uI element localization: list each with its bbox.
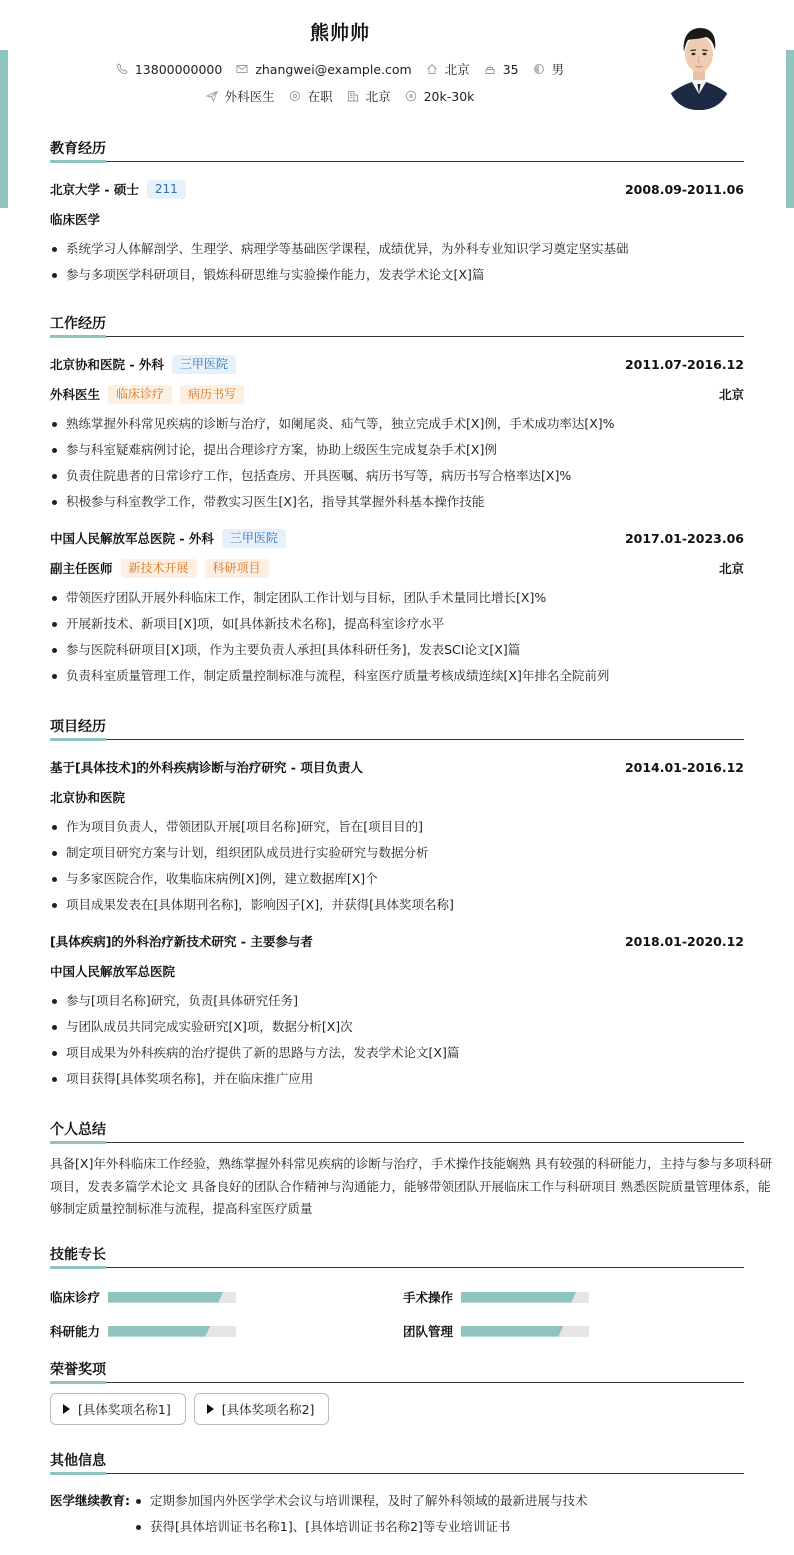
project-org: 中国人民解放军总医院 [50, 964, 176, 979]
major-name: 临床医学 [50, 212, 101, 227]
salary-text: 20k-30k [423, 88, 475, 104]
skill-tag: 病历书写 [180, 385, 244, 404]
education-bullets [50, 236, 744, 288]
education-major-row [50, 204, 744, 234]
gender-info [533, 60, 565, 78]
list-item: 参与科室疑难病例讨论，提出合理诊疗方案，协助上级医生完成复杂手术[X]例 [50, 437, 744, 463]
caret-right-icon [207, 1404, 214, 1414]
job-location: 北京 [718, 561, 744, 576]
email-icon [236, 63, 248, 75]
skill-tag: 科研项目 [205, 559, 269, 578]
education-entry-header [50, 174, 744, 204]
other-info-row [50, 1488, 744, 1540]
org-tag: 三甲医院 [222, 529, 286, 548]
project-bullets [50, 988, 744, 1092]
list-item: 负责住院患者的日常诊疗工作，包括查房、开具医嘱、病历书写等，病历书写合格率达[X]% [50, 463, 744, 489]
caret-right-icon [63, 1404, 70, 1414]
list-item: 参与[项目名称]研究，负责[具体研究任务] [50, 988, 744, 1014]
skill-item [403, 1288, 589, 1306]
job-text: 外科医生 [224, 89, 275, 104]
other-label: 医学继续教育: [50, 1493, 130, 1508]
section-title: 荣誉奖项 [50, 1362, 106, 1378]
job-info [206, 87, 275, 105]
section-accent [50, 160, 106, 163]
skill-bar [461, 1292, 589, 1303]
skill-tag: 临床诊疗 [108, 385, 172, 404]
section-title: 项目经历 [50, 719, 106, 735]
education-section [50, 132, 744, 288]
list-item: 参与医院科研项目[X]项，作为主要负责人承担[具体科研任务]，发表SCI论文[X]篇 [50, 637, 744, 663]
job-header [50, 349, 744, 379]
section-accent [50, 1381, 106, 1384]
age-text: 35 [502, 61, 519, 77]
email-text: zhangwei@example.com [255, 61, 412, 77]
list-item: 获得[具体培训证书名称1]、[具体培训证书名称2]等专业培训证书 [134, 1514, 588, 1540]
work-section [50, 307, 744, 689]
project-date: 2018.01-2020.12 [624, 933, 744, 949]
other-section [50, 1444, 744, 1540]
job-org: 北京协和医院 - 外科 [50, 357, 164, 372]
list-item: 带领医疗团队开展外科临床工作，制定团队工作计划与目标，团队手术量同比增长[X]% [50, 585, 744, 611]
section-header [50, 1238, 744, 1268]
summary-line: 够制定质量控制标准与流程，提高科室医疗质量 [50, 1201, 313, 1216]
school-name: 北京大学 - 硕士 [50, 182, 139, 197]
skill-name: 手术操作 [403, 1290, 454, 1305]
list-item: 制定项目研究方案与计划，组织团队成员进行实验研究与数据分析 [50, 840, 744, 866]
salary-icon [405, 90, 417, 102]
project-bullets [50, 814, 744, 918]
job-bullets [50, 585, 744, 689]
skills-section [50, 1238, 744, 1338]
skill-bar [108, 1292, 236, 1303]
project-header [50, 926, 744, 956]
job-entry [50, 523, 744, 689]
status-text: 在职 [307, 89, 333, 104]
gender-icon [533, 63, 545, 75]
section-accent [50, 738, 106, 741]
project-org-row [50, 782, 744, 812]
project-name: [具体疾病]的外科治疗新技术研究 - 主要参与者 [50, 934, 313, 949]
skill-bar [461, 1326, 589, 1337]
building-icon [347, 90, 359, 102]
section-header [50, 132, 744, 162]
projects-section [50, 710, 744, 1092]
skills-grid [50, 1268, 744, 1338]
skill-bar-fill [108, 1326, 210, 1337]
awards-list [50, 1383, 744, 1425]
summary-text [50, 1143, 773, 1221]
award-toggle[interactable] [194, 1393, 330, 1425]
section-accent [50, 1141, 106, 1144]
home-icon [426, 63, 438, 75]
job-org: 中国人民解放军总医院 - 外科 [50, 531, 214, 546]
list-item: 项目成果为外科疾病的治疗提供了新的思路与方法，发表学术论文[X]篇 [50, 1040, 744, 1066]
contact-row [0, 60, 680, 78]
skill-item [50, 1288, 236, 1306]
skill-bar-fill [461, 1326, 563, 1337]
list-item: 熟练掌握外科常见疾病的诊断与治疗，如阑尾炎、疝气等，独立完成手术[X]例，手术成功率达[X]% [50, 411, 744, 437]
gender-text: 男 [551, 62, 565, 77]
phone-text: 13800000000 [134, 61, 223, 77]
job-role-row [50, 553, 744, 583]
city-info [426, 60, 470, 78]
award-label: [具体奖项名称2] [221, 1402, 315, 1417]
section-title: 个人总结 [50, 1122, 106, 1138]
list-item: 参与多项医学科研项目，锻炼科研思维与实验操作能力，发表学术论文[X]篇 [50, 262, 744, 288]
school-tag: 211 [147, 180, 186, 199]
job-location: 北京 [718, 387, 744, 402]
project-date: 2014.01-2016.12 [624, 759, 744, 775]
project-entry [50, 926, 744, 1092]
age-icon [484, 63, 496, 75]
project-org-row [50, 956, 744, 986]
section-header [50, 307, 744, 337]
project-name: 基于[具体技术]的外科疾病诊断与治疗研究 - 项目负责人 [50, 760, 363, 775]
target-city-text: 北京 [365, 89, 391, 104]
job-row [0, 87, 680, 105]
status-info [289, 87, 333, 105]
section-title: 教育经历 [50, 141, 106, 157]
resume-header [0, 0, 794, 120]
job-header [50, 523, 744, 553]
skill-item [403, 1322, 589, 1340]
job-bullets [50, 411, 744, 515]
skill-tag: 新技术开展 [121, 559, 197, 578]
job-date: 2011.07-2016.12 [624, 356, 744, 372]
list-item: 定期参加国内外医学学术会议与培训课程，及时了解外科领域的最新进展与技术 [134, 1488, 588, 1514]
job-date: 2017.01-2023.06 [624, 530, 744, 546]
section-header [50, 710, 744, 740]
list-item: 负责科室质量管理工作，制定质量控制标准与流程，科室医疗质量考核成绩连续[X]年排名全院前列 [50, 663, 744, 689]
summary-line: 具备[X]年外科临床工作经验，熟练掌握外科常见疾病的诊断与治疗，手术操作技能娴熟 具有较强的科研能力，主持与参与多项科研 [50, 1156, 773, 1171]
age-info [484, 62, 519, 77]
skill-name: 团队管理 [403, 1324, 454, 1339]
skill-name: 临床诊疗 [50, 1290, 101, 1305]
project-header [50, 752, 744, 782]
list-item: 作为项目负责人，带领团队开展[项目名称]研究，旨在[项目目的] [50, 814, 744, 840]
skill-bar-fill [461, 1292, 576, 1303]
profile-photo [668, 18, 730, 110]
section-header [50, 1444, 744, 1474]
list-item: 与团队成员共同完成实验研究[X]项，数据分析[X]次 [50, 1014, 744, 1040]
award-label: [具体奖项名称1] [78, 1402, 171, 1417]
project-org: 北京协和医院 [50, 790, 126, 805]
awards-section [50, 1353, 744, 1425]
award-toggle[interactable] [50, 1393, 186, 1425]
section-header [50, 1353, 744, 1383]
avatar [668, 18, 730, 110]
project-entry [50, 752, 744, 918]
section-accent [50, 1472, 106, 1475]
list-item: 与多家医院合作，收集临床病例[X]例，建立数据库[X]个 [50, 866, 744, 892]
education-date: 2008.09-2011.06 [624, 181, 744, 197]
send-icon [206, 90, 218, 102]
job-role: 副主任医师 [50, 561, 113, 576]
phone-icon [116, 63, 128, 75]
skill-item [50, 1322, 236, 1340]
list-item: 项目成果发表在[具体期刊名称]，影响因子[X]，并获得[具体奖项名称] [50, 892, 744, 918]
summary-line: 项目，发表多篇学术论文 具备良好的团队合作精神与沟通能力，能够带领团队开展临床工作与科研项目 熟悉医院质量管理体系，能 [50, 1178, 771, 1194]
skill-name: 科研能力 [50, 1324, 101, 1339]
salary-info [405, 89, 475, 104]
list-item: 开展新技术、新项目[X]项，如[具体新技术名称]，提高科室诊疗水平 [50, 611, 744, 637]
summary-section [50, 1113, 773, 1221]
candidate-name: 熊帅帅 [309, 22, 370, 44]
skill-bar-fill [108, 1292, 223, 1303]
other-bullets [134, 1488, 588, 1540]
job-role-row [50, 379, 744, 409]
status-icon [289, 90, 301, 102]
section-header [50, 1113, 744, 1143]
org-tag: 三甲医院 [172, 355, 236, 374]
target-city-info [347, 87, 391, 105]
list-item: 项目获得[具体奖项名称]，并在临床推广应用 [50, 1066, 744, 1092]
job-entry [50, 349, 744, 515]
job-role: 外科医生 [50, 387, 101, 402]
list-item: 系统学习人体解剖学、生理学、病理学等基础医学课程，成绩优异，为外科专业知识学习奠定坚实基础 [50, 236, 744, 262]
section-accent [50, 335, 106, 338]
section-title: 工作经历 [50, 316, 106, 332]
phone-info [116, 62, 222, 77]
section-title: 技能专长 [50, 1247, 106, 1263]
section-title: 其他信息 [50, 1453, 106, 1469]
skill-bar [108, 1326, 236, 1337]
email-info [236, 62, 411, 77]
list-item: 积极参与科室教学工作，带教实习医生[X]名，指导其掌握外科基本操作技能 [50, 489, 744, 515]
city-text: 北京 [444, 62, 470, 77]
